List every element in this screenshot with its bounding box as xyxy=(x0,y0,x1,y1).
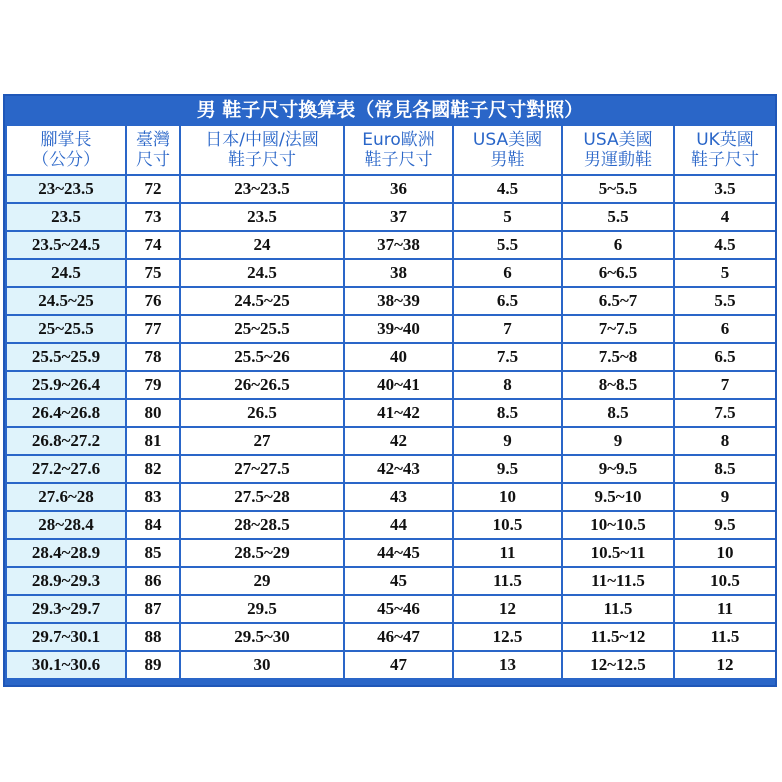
header-usa-men-sport-size xyxy=(563,126,673,174)
cell-uk-size: 7 xyxy=(675,372,775,398)
header-line: 男運動鞋 xyxy=(584,150,652,170)
table-row xyxy=(7,344,775,370)
cell-uk-size: 8.5 xyxy=(675,456,775,482)
cell-euro-size: 42 xyxy=(345,428,452,454)
header-line: 鞋子尺寸 xyxy=(228,150,296,170)
header-line: UK英國 xyxy=(696,130,754,150)
table-row xyxy=(7,372,775,398)
cell-uk-size: 5 xyxy=(675,260,775,286)
cell-japan-china-france-size: 27~27.5 xyxy=(181,456,343,482)
cell-usa-men-size: 4.5 xyxy=(454,176,561,202)
header-row xyxy=(7,126,775,174)
table-row xyxy=(7,260,775,286)
cell-taiwan-size: 73 xyxy=(127,204,179,230)
cell-foot-length: 28.4~28.9 xyxy=(7,540,125,566)
table-row xyxy=(7,652,775,678)
cell-japan-china-france-size: 24.5 xyxy=(181,260,343,286)
cell-usa-men-size: 10.5 xyxy=(454,512,561,538)
cell-euro-size: 37~38 xyxy=(345,232,452,258)
cell-uk-size: 12 xyxy=(675,652,775,678)
size-chart-frame xyxy=(3,94,777,687)
cell-euro-size: 45~46 xyxy=(345,596,452,622)
table-row xyxy=(7,288,775,314)
cell-taiwan-size: 74 xyxy=(127,232,179,258)
cell-usa-men-size: 12.5 xyxy=(454,624,561,650)
cell-usa-men-size: 9 xyxy=(454,428,561,454)
cell-euro-size: 39~40 xyxy=(345,316,452,342)
table-row xyxy=(7,540,775,566)
table-row xyxy=(7,400,775,426)
header-line: 臺灣 xyxy=(136,130,170,150)
cell-uk-size: 4 xyxy=(675,204,775,230)
table-row xyxy=(7,176,775,202)
cell-euro-size: 42~43 xyxy=(345,456,452,482)
cell-usa-men-sport-size: 7.5~8 xyxy=(563,344,673,370)
cell-taiwan-size: 86 xyxy=(127,568,179,594)
cell-uk-size: 7.5 xyxy=(675,400,775,426)
cell-taiwan-size: 80 xyxy=(127,400,179,426)
cell-usa-men-size: 9.5 xyxy=(454,456,561,482)
cell-usa-men-sport-size: 10~10.5 xyxy=(563,512,673,538)
cell-usa-men-sport-size: 11~11.5 xyxy=(563,568,673,594)
cell-uk-size: 6.5 xyxy=(675,344,775,370)
cell-usa-men-sport-size: 9~9.5 xyxy=(563,456,673,482)
header-foot-length xyxy=(7,126,125,174)
table-row xyxy=(7,316,775,342)
cell-japan-china-france-size: 29.5 xyxy=(181,596,343,622)
cell-foot-length: 30.1~30.6 xyxy=(7,652,125,678)
cell-taiwan-size: 75 xyxy=(127,260,179,286)
cell-japan-china-france-size: 26.5 xyxy=(181,400,343,426)
table-row xyxy=(7,204,775,230)
cell-japan-china-france-size: 23.5 xyxy=(181,204,343,230)
cell-taiwan-size: 72 xyxy=(127,176,179,202)
table-row xyxy=(7,624,775,650)
cell-uk-size: 3.5 xyxy=(675,176,775,202)
cell-taiwan-size: 84 xyxy=(127,512,179,538)
cell-taiwan-size: 87 xyxy=(127,596,179,622)
cell-taiwan-size: 89 xyxy=(127,652,179,678)
header-taiwan-size xyxy=(127,126,179,174)
chart-title: 男 鞋子尺寸換算表（常見各國鞋子尺寸對照） xyxy=(196,99,584,121)
header-usa-men-size xyxy=(454,126,561,174)
header-uk-size xyxy=(675,126,775,174)
cell-foot-length: 25.5~25.9 xyxy=(7,344,125,370)
cell-euro-size: 40~41 xyxy=(345,372,452,398)
cell-foot-length: 24.5 xyxy=(7,260,125,286)
cell-uk-size: 10.5 xyxy=(675,568,775,594)
cell-japan-china-france-size: 25.5~26 xyxy=(181,344,343,370)
cell-taiwan-size: 88 xyxy=(127,624,179,650)
cell-japan-china-france-size: 24 xyxy=(181,232,343,258)
cell-usa-men-sport-size: 7~7.5 xyxy=(563,316,673,342)
cell-taiwan-size: 77 xyxy=(127,316,179,342)
cell-euro-size: 46~47 xyxy=(345,624,452,650)
table-row xyxy=(7,512,775,538)
cell-taiwan-size: 76 xyxy=(127,288,179,314)
cell-euro-size: 45 xyxy=(345,568,452,594)
cell-usa-men-sport-size: 5~5.5 xyxy=(563,176,673,202)
cell-uk-size: 8 xyxy=(675,428,775,454)
cell-euro-size: 37 xyxy=(345,204,452,230)
cell-usa-men-size: 10 xyxy=(454,484,561,510)
header-line: 腳掌長 xyxy=(40,130,92,150)
header-line: Euro歐洲 xyxy=(362,130,435,150)
cell-usa-men-sport-size: 8~8.5 xyxy=(563,372,673,398)
cell-uk-size: 9.5 xyxy=(675,512,775,538)
cell-usa-men-sport-size: 6 xyxy=(563,232,673,258)
cell-usa-men-sport-size: 12~12.5 xyxy=(563,652,673,678)
cell-usa-men-sport-size: 9.5~10 xyxy=(563,484,673,510)
cell-uk-size: 6 xyxy=(675,316,775,342)
cell-japan-china-france-size: 27 xyxy=(181,428,343,454)
cell-foot-length: 27.2~27.6 xyxy=(7,456,125,482)
header-line: 尺寸 xyxy=(136,150,170,170)
table-row xyxy=(7,232,775,258)
header-line: （公分） xyxy=(32,150,100,170)
cell-usa-men-size: 11 xyxy=(454,540,561,566)
cell-japan-china-france-size: 26~26.5 xyxy=(181,372,343,398)
header-japan-china-france-size xyxy=(181,126,343,174)
cell-japan-china-france-size: 29 xyxy=(181,568,343,594)
cell-japan-china-france-size: 24.5~25 xyxy=(181,288,343,314)
cell-foot-length: 25~25.5 xyxy=(7,316,125,342)
cell-foot-length: 29.7~30.1 xyxy=(7,624,125,650)
cell-uk-size: 11.5 xyxy=(675,624,775,650)
header-line: 鞋子尺寸 xyxy=(691,150,759,170)
cell-japan-china-france-size: 30 xyxy=(181,652,343,678)
cell-foot-length: 23.5 xyxy=(7,204,125,230)
cell-usa-men-size: 5.5 xyxy=(454,232,561,258)
cell-usa-men-size: 11.5 xyxy=(454,568,561,594)
cell-usa-men-size: 6.5 xyxy=(454,288,561,314)
cell-taiwan-size: 79 xyxy=(127,372,179,398)
size-conversion-table xyxy=(5,124,777,680)
cell-euro-size: 44 xyxy=(345,512,452,538)
cell-foot-length: 24.5~25 xyxy=(7,288,125,314)
cell-usa-men-size: 8 xyxy=(454,372,561,398)
cell-euro-size: 36 xyxy=(345,176,452,202)
cell-uk-size: 11 xyxy=(675,596,775,622)
cell-foot-length: 29.3~29.7 xyxy=(7,596,125,622)
cell-foot-length: 27.6~28 xyxy=(7,484,125,510)
cell-euro-size: 41~42 xyxy=(345,400,452,426)
cell-euro-size: 40 xyxy=(345,344,452,370)
cell-taiwan-size: 82 xyxy=(127,456,179,482)
cell-euro-size: 38 xyxy=(345,260,452,286)
header-line: 男鞋 xyxy=(490,150,525,170)
cell-usa-men-sport-size: 8.5 xyxy=(563,400,673,426)
cell-euro-size: 44~45 xyxy=(345,540,452,566)
table-row xyxy=(7,596,775,622)
cell-usa-men-size: 8.5 xyxy=(454,400,561,426)
cell-uk-size: 9 xyxy=(675,484,775,510)
cell-uk-size: 5.5 xyxy=(675,288,775,314)
cell-euro-size: 38~39 xyxy=(345,288,452,314)
cell-foot-length: 26.8~27.2 xyxy=(7,428,125,454)
header-line: 日本/中國/法國 xyxy=(205,130,319,150)
cell-uk-size: 10 xyxy=(675,540,775,566)
cell-taiwan-size: 83 xyxy=(127,484,179,510)
cell-foot-length: 28~28.4 xyxy=(7,512,125,538)
table-row xyxy=(7,428,775,454)
cell-usa-men-sport-size: 6~6.5 xyxy=(563,260,673,286)
cell-foot-length: 23.5~24.5 xyxy=(7,232,125,258)
cell-japan-china-france-size: 29.5~30 xyxy=(181,624,343,650)
cell-japan-china-france-size: 28~28.5 xyxy=(181,512,343,538)
cell-foot-length: 25.9~26.4 xyxy=(7,372,125,398)
cell-usa-men-sport-size: 11.5 xyxy=(563,596,673,622)
cell-usa-men-size: 13 xyxy=(454,652,561,678)
cell-foot-length: 26.4~26.8 xyxy=(7,400,125,426)
cell-usa-men-size: 6 xyxy=(454,260,561,286)
cell-euro-size: 43 xyxy=(345,484,452,510)
cell-taiwan-size: 85 xyxy=(127,540,179,566)
cell-usa-men-sport-size: 11.5~12 xyxy=(563,624,673,650)
cell-japan-china-france-size: 23~23.5 xyxy=(181,176,343,202)
cell-usa-men-sport-size: 9 xyxy=(563,428,673,454)
cell-taiwan-size: 81 xyxy=(127,428,179,454)
cell-usa-men-size: 7.5 xyxy=(454,344,561,370)
table-body xyxy=(7,176,775,678)
header-line: USA美國 xyxy=(583,130,653,150)
cell-euro-size: 47 xyxy=(345,652,452,678)
cell-usa-men-size: 5 xyxy=(454,204,561,230)
cell-usa-men-size: 12 xyxy=(454,596,561,622)
header-euro-size xyxy=(345,126,452,174)
cell-usa-men-size: 7 xyxy=(454,316,561,342)
cell-usa-men-sport-size: 6.5~7 xyxy=(563,288,673,314)
header-line: USA美國 xyxy=(472,130,543,150)
cell-taiwan-size: 78 xyxy=(127,344,179,370)
cell-usa-men-sport-size: 10.5~11 xyxy=(563,540,673,566)
cell-usa-men-sport-size: 5.5 xyxy=(563,204,673,230)
cell-foot-length: 23~23.5 xyxy=(7,176,125,202)
cell-uk-size: 4.5 xyxy=(675,232,775,258)
table-row xyxy=(7,484,775,510)
table-row xyxy=(7,456,775,482)
cell-japan-china-france-size: 28.5~29 xyxy=(181,540,343,566)
cell-foot-length: 28.9~29.3 xyxy=(7,568,125,594)
header-line: 鞋子尺寸 xyxy=(364,150,433,170)
cell-japan-china-france-size: 27.5~28 xyxy=(181,484,343,510)
cell-japan-china-france-size: 25~25.5 xyxy=(181,316,343,342)
table-row xyxy=(7,568,775,594)
